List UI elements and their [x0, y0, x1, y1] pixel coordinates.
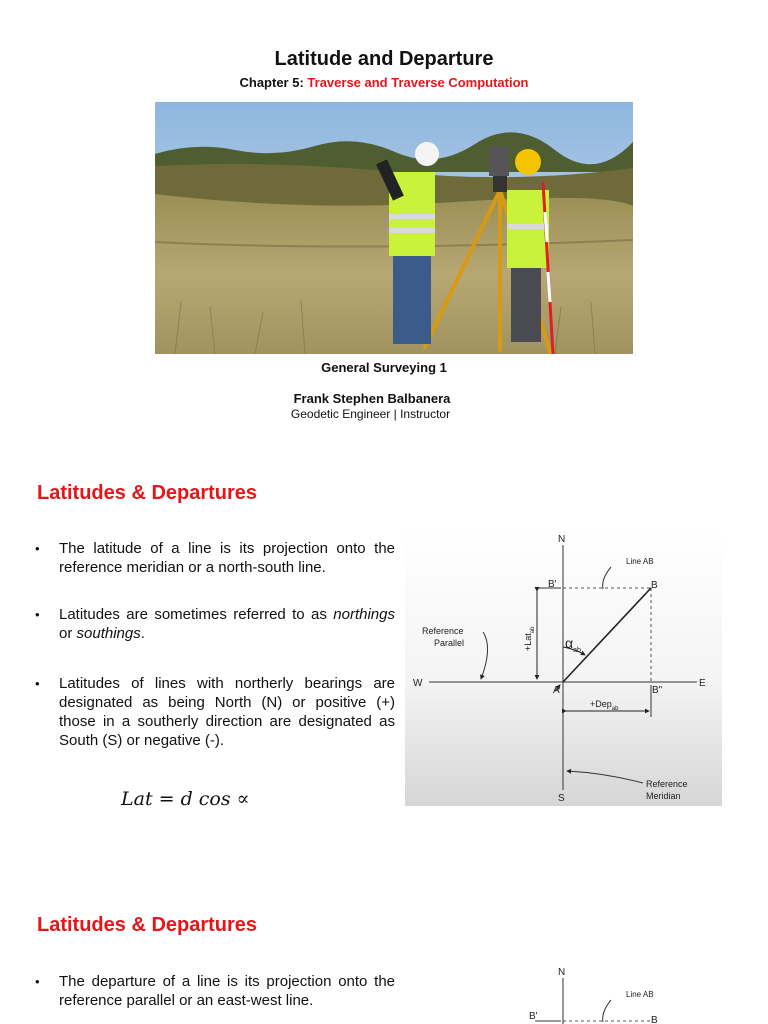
bullet-text: [59, 605, 395, 643]
bullet-text: The departure of a line is its projection onto the reference parallel or an east-west line.: [59, 973, 395, 1009]
chapter-name: Traverse and Traverse Computation: [307, 75, 529, 90]
bullet-icon: •: [35, 607, 40, 622]
bullet-text-part: or: [59, 625, 77, 642]
b-label: B: [651, 580, 658, 591]
b-label: B: [651, 1015, 658, 1024]
b-double-prime-label: B": [652, 685, 663, 696]
latitude-formula: Lat = d cos ∝: [121, 788, 250, 810]
line-ab-label: Line AB: [626, 557, 654, 566]
bullet-icon: •: [35, 974, 40, 989]
reference-meridian-label-2: Meridian: [646, 791, 681, 801]
reference-parallel-label-1: Reference: [422, 626, 464, 636]
west-label: W: [413, 678, 423, 689]
author-name: Frank Stephen Balbanera: [293, 391, 451, 406]
course-name: General Surveying 1: [321, 360, 447, 375]
bullet-icon: •: [35, 676, 40, 691]
bullet-text-part: Latitudes are sometimes referred to as: [59, 606, 334, 623]
bullet-text: The latitude of a line is its projection onto the reference meridian or a north-south line.: [59, 540, 395, 576]
b-prime-label: B': [548, 579, 557, 590]
list-item: [35, 972, 395, 1010]
bullet-text-part: .: [140, 625, 145, 642]
reference-meridian-label-1: Reference: [646, 779, 688, 789]
slide-heading: Latitudes & Departures: [37, 914, 258, 936]
north-label: N: [558, 534, 566, 545]
chapter-subtitle: [0, 75, 768, 90]
surveyors-photo: [155, 102, 633, 354]
bullet-icon: •: [35, 541, 40, 556]
alpha-label: $\alpha_{ab}$: [565, 635, 581, 654]
departure-diagram: [405, 960, 722, 1024]
lat-label: +Lat$_{ab}$: [523, 626, 536, 651]
reference-parallel-label-2: Parallel: [434, 638, 465, 648]
bullet-text: Latitudes of lines with northerly bearings are designated as being North (N) or positive (+) those in a southerly direction are designated as South (S) or negative (-).: [59, 675, 395, 749]
page-title: Latitude and Departure: [274, 48, 494, 70]
list-item: [35, 539, 395, 577]
slide-heading: Latitudes & Departures: [37, 482, 258, 504]
emphasis-southings: southings: [76, 625, 141, 642]
author-role: Geodetic Engineer | Instructor: [290, 407, 451, 421]
list-item: [35, 674, 395, 750]
latitude-departure-diagram: [405, 527, 722, 806]
list-item: [35, 605, 395, 643]
b-prime-label: B': [529, 1011, 538, 1022]
chapter-label: Chapter 5:: [239, 75, 308, 90]
north-label: N: [558, 967, 566, 978]
emphasis-northings: northings: [333, 606, 395, 623]
line-ab-label: Line AB: [626, 990, 654, 999]
dep-label: +Dep$_{ab}$: [590, 699, 619, 712]
south-label: S: [558, 793, 565, 804]
a-label: A: [553, 685, 560, 696]
east-label: E: [699, 678, 706, 689]
